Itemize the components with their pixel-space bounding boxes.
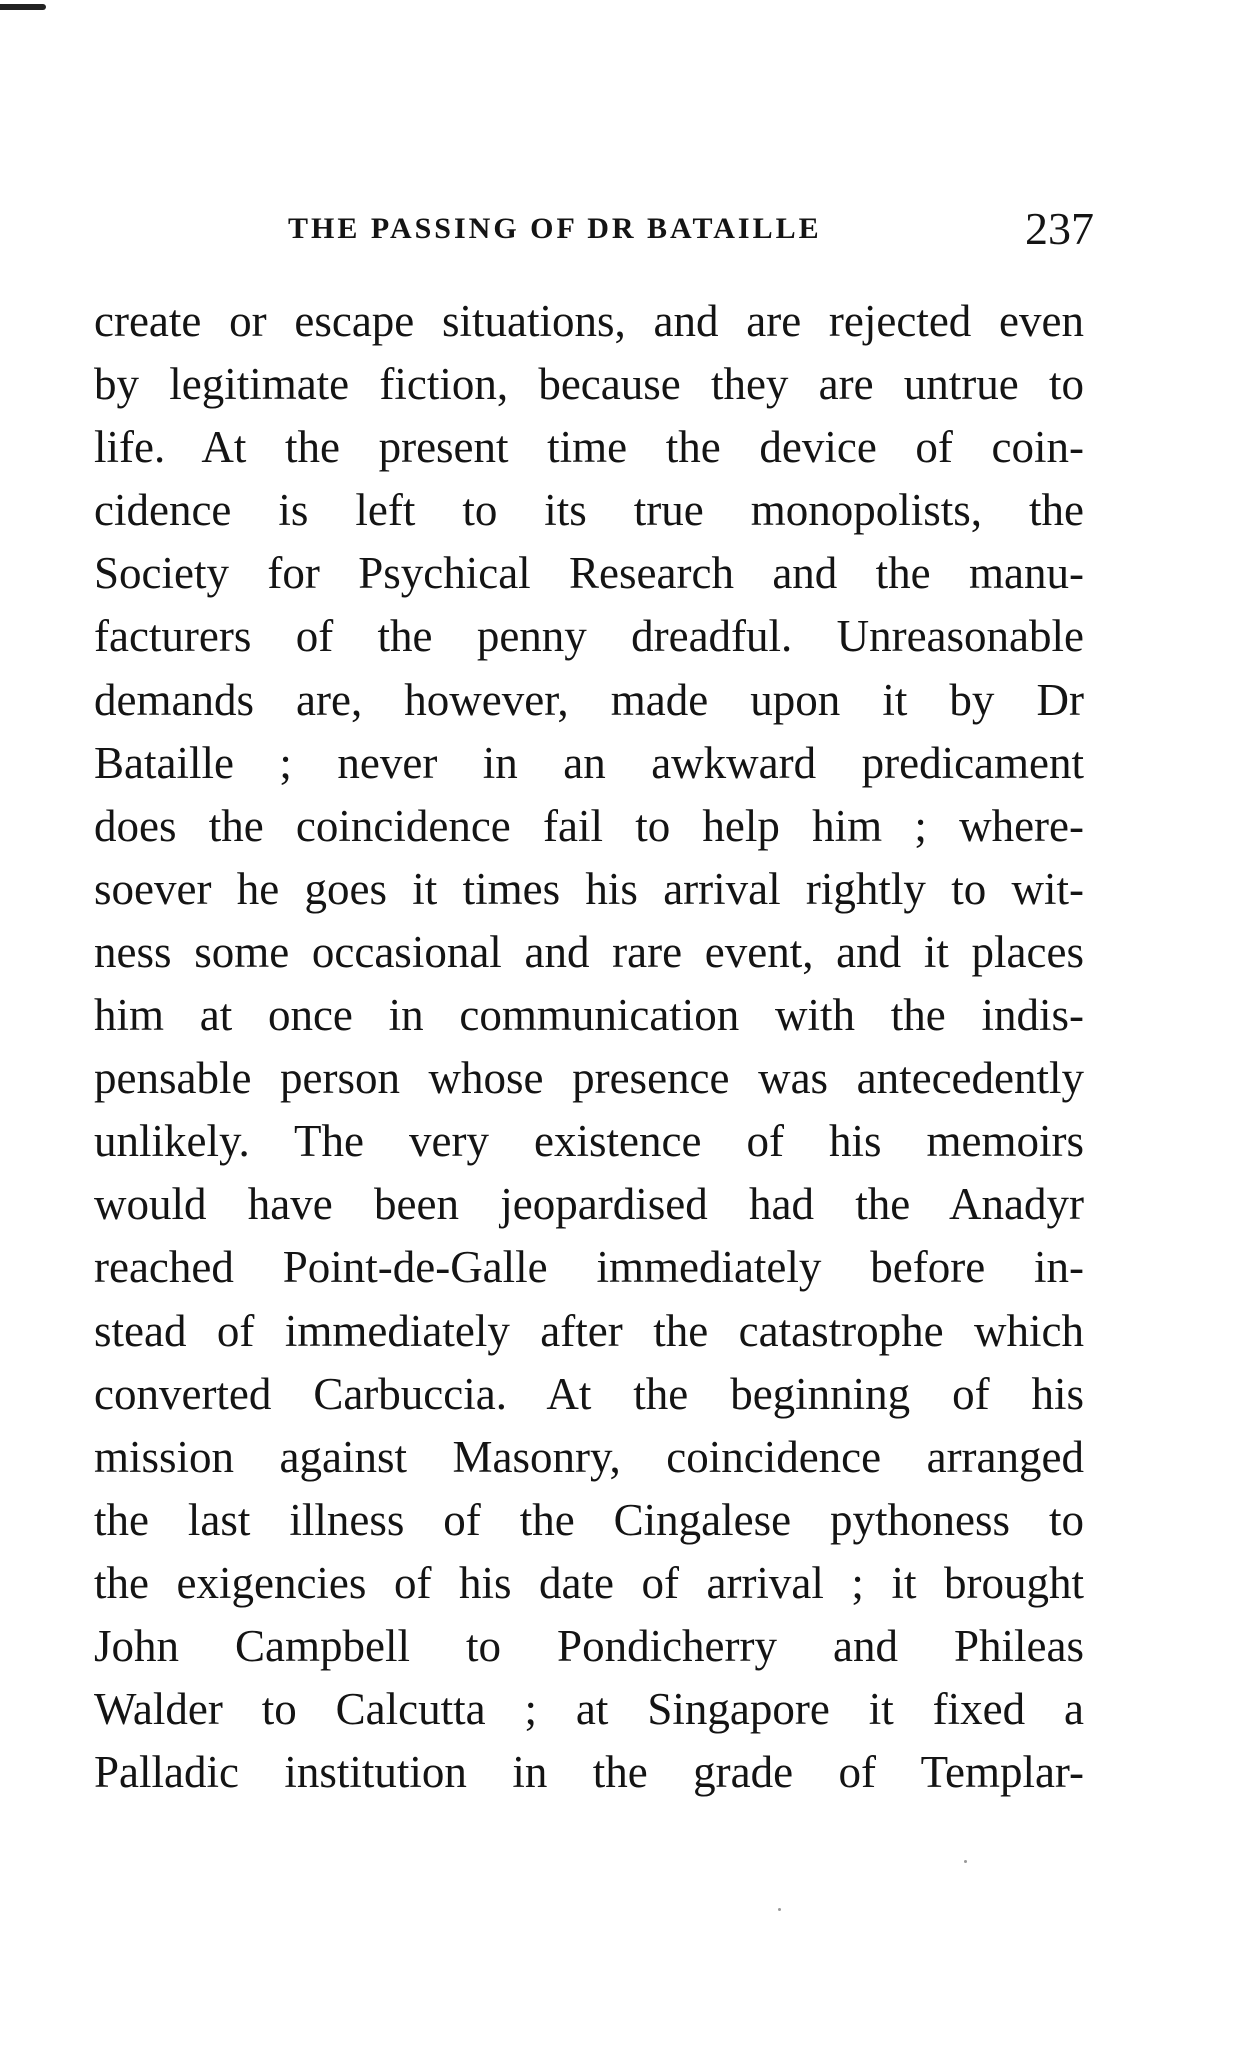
text-line: unlikely. The very existence of his memoirs [94,1116,1084,1167]
scan-corner-mark [0,4,46,10]
text-line: would have been jeopardised had the Anadyr [94,1179,1084,1230]
text-line: mission against Masonry, coincidence arranged [94,1431,1084,1482]
text-line: Walder to Calcutta ; at Singapore it fixed a [94,1684,1084,1735]
text-line: create or escape situations, and are rejected even [94,296,1084,346]
text-line: the exigencies of his date of arrival ; it brought [94,1557,1084,1608]
running-title: THE PASSING OF DR BATAILLE [288,212,822,245]
text-line: does the coincidence fail to help him ; where- [94,800,1084,851]
text-line: Society for Psychical Research and the manu- [94,548,1084,599]
text-line: ness some occasional and rare event, and it places [94,926,1084,977]
text-line: him at once in communication with the indis- [94,990,1084,1041]
text-line: cidence is left to its true monopolists, the [94,485,1084,536]
text-line: soever he goes it times his arrival rightly to wit- [94,863,1084,914]
text-line: pensable person whose presence was antecedently [94,1053,1084,1104]
text-line: John Campbell to Pondicherry and Phileas [94,1620,1084,1671]
text-line: the last illness of the Cingalese pythoness to [94,1494,1084,1545]
text-line: Palladic institution in the grade of Templar- [94,1747,1084,1798]
text-line: facturers of the penny dreadful. Unreasonable [94,611,1084,662]
text-line: stead of immediately after the catastrophe which [94,1305,1084,1356]
text-line: converted Carbuccia. At the beginning of his [94,1368,1084,1419]
body-text [94,290,1084,1804]
paper-speck [964,1860,967,1863]
page-number: 237 [1025,203,1094,254]
paper-speck [778,1908,781,1911]
text-line: reached Point-de-Galle immediately before in- [94,1242,1084,1293]
text-line: life. At the present time the device of coin- [94,422,1084,473]
text-line: by legitimate fiction, because they are untrue to [94,359,1084,410]
running-head [276,202,1112,262]
text-line: demands are, however, made upon it by Dr [94,674,1084,725]
text-line: Bataille ; never in an awkward predicament [94,737,1084,788]
